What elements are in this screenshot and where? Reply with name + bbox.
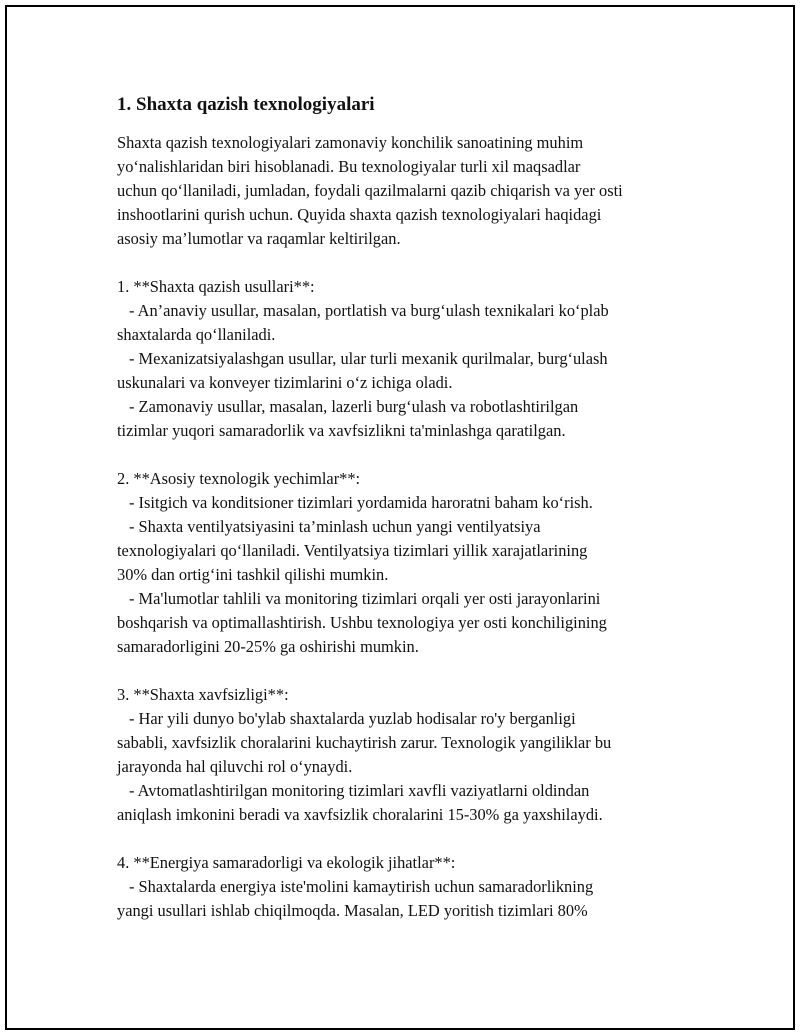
document-title: 1. Shaxta qazish texnologiyalari	[117, 94, 375, 115]
bullet-line: - Avtomatlashtirilgan monitoring tizimlari xavfli vaziyatlarni oldindan	[129, 781, 590, 800]
continuation-line: jarayonda hal qiluvchi rol o‘ynaydi.	[117, 757, 353, 776]
continuation-line: uskunalari va konveyer tizimlarini o‘z ichiga oladi.	[117, 373, 453, 392]
intro-paragraph	[117, 131, 697, 251]
section-heading: 3. **Shaxta xavfsizligi**:	[117, 685, 289, 704]
section-heading: 4. **Energiya samaradorligi va ekologik jihatlar**:	[117, 853, 456, 872]
bullet-line: - Ma'lumotlar tahlili va monitoring tizimlari orqali yer osti jarayonlarini	[129, 589, 601, 608]
section-1	[117, 275, 697, 443]
section-gap	[117, 443, 697, 467]
section-2	[117, 467, 697, 659]
intro-line: inshootlarini qurish uchun. Quyida shaxta qazish texnologiyalari haqidagi	[117, 205, 602, 224]
intro-line: yo‘nalishlaridan biri hisoblanadi. Bu texnologiyalar turli xil maqsadlar	[117, 157, 581, 176]
section-gap	[117, 827, 697, 851]
bullet-line: - An’anaviy usullar, masalan, portlatish va burg‘ulash texnikalari ko‘plab	[129, 301, 609, 320]
section-4	[117, 851, 697, 923]
bullet-line: - Mexanizatsiyalashgan usullar, ular turli mexanik qurilmalar, burg‘ulash	[129, 349, 608, 368]
continuation-line: aniqlash imkonini beradi va xavfsizlik choralarini 15-30% ga yaxshilaydi.	[117, 805, 603, 824]
continuation-line: 30% dan ortig‘ini tashkil qilishi mumkin.	[117, 565, 389, 584]
document-body	[117, 93, 697, 923]
intro-line: Shaxta qazish texnologiyalari zamonaviy konchilik sanoatining muhim	[117, 133, 584, 152]
continuation-line: tizimlar yuqori samaradorlik va xavfsizlikni ta'minlashga qaratilgan.	[117, 421, 566, 440]
section-gap	[117, 659, 697, 683]
continuation-line: shaxtalarda qo‘llaniladi.	[117, 325, 276, 344]
bullet-line: - Zamonaviy usullar, masalan, lazerli burg‘ulash va robotlashtirilgan	[129, 397, 579, 416]
bullet-line: - Isitgich va konditsioner tizimlari yordamida haroratni baham ko‘rish.	[129, 493, 593, 512]
intro-line: asosiy ma’lumotlar va raqamlar keltirilgan.	[117, 229, 401, 248]
continuation-line: yangi usullari ishlab chiqilmoqda. Masalan, LED yoritish tizimlari 80%	[117, 901, 588, 920]
continuation-line: sababli, xavfsizlik choralarini kuchaytirish zarur. Texnologik yangiliklar bu	[117, 733, 612, 752]
section-heading: 2. **Asosiy texnologik yechimlar**:	[117, 469, 361, 488]
continuation-line: boshqarish va optimallashtirish. Ushbu texnologiya yer osti konchiligining	[117, 613, 607, 632]
sections-container	[117, 251, 697, 923]
section-heading: 1. **Shaxta qazish usullari**:	[117, 277, 315, 296]
section-gap	[117, 251, 697, 275]
intro-line: uchun qo‘llaniladi, jumladan, foydali qazilmalarni qazib chiqarish va yer osti	[117, 181, 623, 200]
bullet-line: - Har yili dunyo bo'ylab shaxtalarda yuzlab hodisalar ro'y berganligi	[129, 709, 576, 728]
continuation-line: samaradorligini 20-25% ga oshirishi mumkin.	[117, 637, 419, 656]
bullet-line: - Shaxtalarda energiya iste'molini kamaytirish uchun samaradorlikning	[129, 877, 594, 896]
bullet-line: - Shaxta ventilyatsiyasini ta’minlash uchun yangi ventilyatsiya	[129, 517, 541, 536]
section-3	[117, 683, 697, 827]
continuation-line: texnologiyalari qo‘llaniladi. Ventilyatsiya tizimlari yillik xarajatlarining	[117, 541, 588, 560]
